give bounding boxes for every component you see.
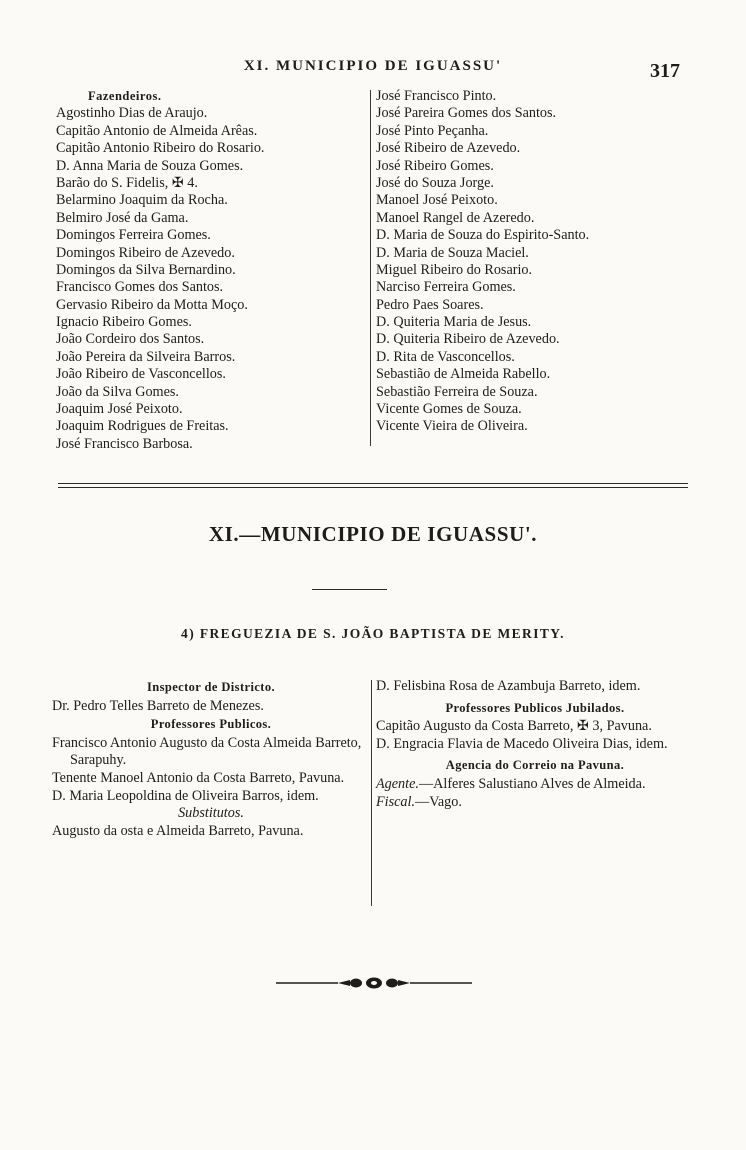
- list-item: Joaquim Rodrigues de Freitas.: [56, 418, 229, 435]
- agencia-role: Fiscal.: [376, 793, 416, 810]
- professores-heading: Professores Publicos.: [150, 717, 272, 732]
- list-item: D. Maria de Souza do Espirito-Santo.: [376, 227, 590, 244]
- fazendeiros-left-column: [56, 88, 366, 453]
- list-item: D. Quiteria Maria de Jesus.: [376, 314, 532, 331]
- list-item: José Ribeiro Gomes.: [376, 157, 494, 174]
- list-item: João Pereira da Silveira Barros.: [56, 348, 236, 365]
- list-item: Capitão Augusto da Costa Barreto, ✠ 3, Pavuna.: [376, 718, 652, 735]
- list-item: José Francisco Pinto.: [376, 88, 497, 104]
- list-item: Tenente Manoel Antonio da Costa Barreto, Pavuna.: [52, 769, 345, 786]
- substitutos-heading: Substitutos.: [178, 805, 244, 822]
- list-item: José do Souza Jorge.: [376, 174, 494, 191]
- list-item: Agostinho Dias de Araujo.: [56, 105, 208, 122]
- list-item: Domingos Ribeiro de Azevedo.: [56, 244, 235, 261]
- fazendeiros-heading: Fazendeiros.: [88, 89, 162, 103]
- list-item: Vicente Vieira de Oliveira.: [376, 418, 528, 435]
- list-item: Narciso Ferreira Gomes.: [376, 279, 516, 296]
- jubilados-heading: Professores Publicos Jubilados.: [445, 700, 625, 715]
- list-item: José Pinto Peçanha.: [376, 122, 489, 139]
- list-item: Domingos Ferreira Gomes.: [56, 227, 211, 244]
- section-subtitle: 4) FREGUEZIA DE S. JOÃO BAPTISTA DE MERITY.: [181, 626, 565, 641]
- list-item: Francisco Gomes dos Santos.: [56, 279, 224, 296]
- list-item: Gervasio Ribeiro da Motta Moço.: [56, 296, 248, 313]
- column-divider: [370, 90, 371, 446]
- list-item: Manoel José Peixoto.: [376, 192, 498, 209]
- list-item: Domingos da Silva Bernardino.: [56, 261, 236, 278]
- list-item: José Francisco Barbosa.: [56, 435, 193, 452]
- list-item: Manoel Rangel de Azeredo.: [376, 209, 535, 226]
- fazendeiros-right-column: [376, 88, 676, 436]
- list-item: Miguel Ribeiro do Rosario.: [376, 261, 533, 278]
- column-divider: [371, 680, 372, 906]
- list-item: D. Anna Maria de Souza Gomes.: [56, 157, 244, 174]
- agencia-value: —Vago.: [415, 793, 462, 810]
- agencia-role: Agente.: [376, 775, 419, 792]
- list-item: João Cordeiro dos Santos.: [56, 331, 205, 348]
- agencia-value: —Alferes Salustiano Alves de Almeida.: [418, 775, 646, 792]
- list-item: José Ribeiro de Azevedo.: [376, 140, 521, 157]
- list-item: Barão do S. Fidelis, ✠ 4.: [56, 174, 198, 191]
- list-item: Pedro Paes Soares.: [376, 296, 484, 313]
- list-item: Francisco Antonio Augusto da Costa Almeida Barreto, Sarapuhy.: [52, 734, 362, 769]
- ornament-icon: [276, 976, 472, 990]
- list-item: João Ribeiro de Vasconcellos.: [56, 366, 226, 383]
- section-title: XI.—MUNICIPIO DE IGUASSU'.: [208, 522, 538, 546]
- list-item: D. Quiteria Ribeiro de Azevedo.: [376, 331, 560, 348]
- list-item: Sebastião de Almeida Rabello.: [376, 366, 551, 383]
- list-item: Capitão Antonio Ribeiro do Rosario.: [56, 140, 265, 157]
- inspector-heading: Inspector de Districto.: [146, 680, 276, 694]
- officials-left-column: [52, 678, 370, 840]
- list-item: João da Silva Gomes.: [56, 383, 179, 400]
- list-item: Joaquim José Peixoto.: [56, 401, 183, 418]
- running-title: XI. MUNICIPIO DE IGUASSU': [243, 58, 503, 74]
- list-item: Ignacio Ribeiro Gomes.: [56, 314, 192, 331]
- list-item: [376, 794, 694, 812]
- list-item: Augusto da osta e Almeida Barreto, Pavuna.: [52, 822, 304, 839]
- list-item: D. Maria Leopoldina de Oliveira Barros, idem.: [52, 787, 319, 804]
- list-item: Vicente Gomes de Souza.: [376, 401, 522, 418]
- list-item: Belmiro José da Gama.: [56, 209, 189, 226]
- list-item: [376, 776, 694, 794]
- inspector-name: Dr. Pedro Telles Barreto de Menezes.: [52, 697, 264, 714]
- list-item: José Pareira Gomes dos Santos.: [376, 105, 557, 122]
- list-item: D. Felisbina Rosa de Azambuja Barreto, idem.: [376, 678, 641, 694]
- list-item: D. Engracia Flavia de Macedo Oliveira Dias, idem.: [376, 735, 668, 752]
- title-underline: [312, 589, 387, 590]
- section-rule-bottom: [58, 487, 688, 488]
- officials-right-column: [376, 678, 694, 811]
- list-item: Belarmino Joaquim da Rocha.: [56, 192, 228, 209]
- page-number: 317: [650, 60, 680, 82]
- section-rule-top: [58, 483, 688, 484]
- list-item: Capitão Antonio de Almeida Arêas.: [56, 122, 258, 139]
- list-item: D. Rita de Vasconcellos.: [376, 348, 515, 365]
- list-item: Sebastião Ferreira de Souza.: [376, 383, 538, 400]
- agencia-heading: Agencia do Correio na Pavuna.: [445, 758, 625, 773]
- list-item: D. Maria de Souza Maciel.: [376, 244, 529, 261]
